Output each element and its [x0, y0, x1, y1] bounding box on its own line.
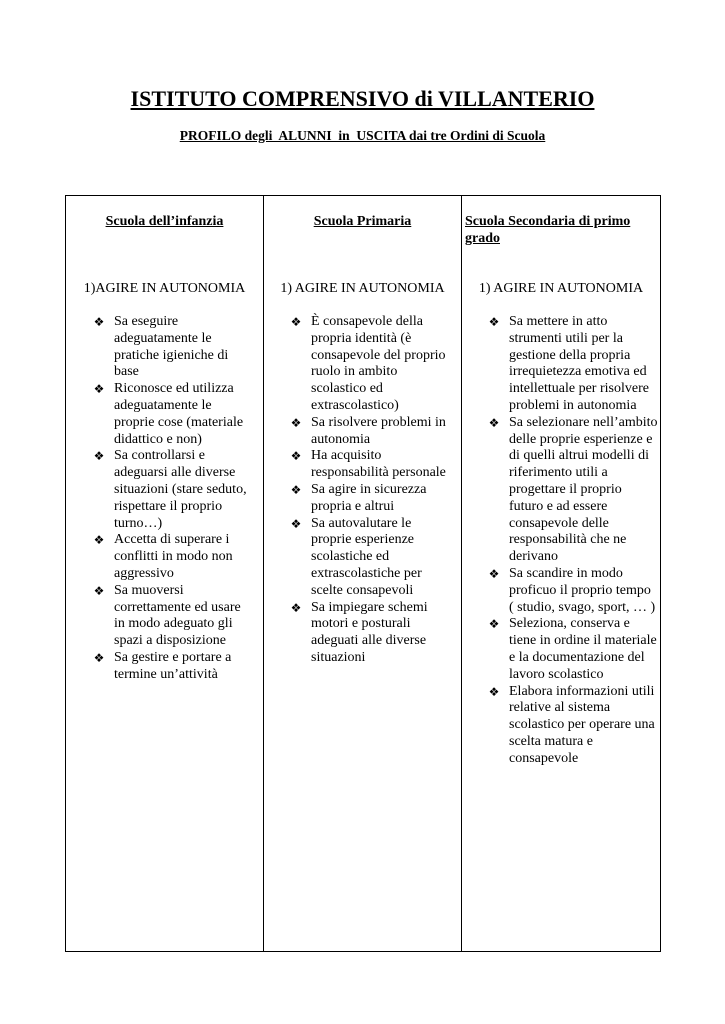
- list-item-text: Seleziona, conserva e tiene in ordine il materiale e la documentazione del lavoro scolastico: [509, 616, 657, 682]
- diamond-bullet-icon: ❖: [93, 449, 105, 464]
- list-item: [91, 448, 251, 532]
- diamond-bullet-icon: ❖: [290, 516, 302, 531]
- list-item: [288, 516, 455, 600]
- section-heading: 1) AGIRE IN AUTONOMIA: [478, 281, 644, 296]
- column-infanzia: [66, 196, 264, 952]
- diamond-bullet-icon: ❖: [290, 415, 302, 430]
- table-row: [66, 196, 661, 952]
- diamond-bullet-icon: ❖: [290, 482, 302, 497]
- document-subtitle: PROFILO degli ALUNNI in USCITA dai tre Ordini di Scuola: [179, 128, 546, 143]
- list-item: [486, 566, 658, 616]
- diamond-bullet-icon: ❖: [93, 583, 105, 598]
- list-item-text: Sa eseguire adeguatamente le pratiche igieniche di base: [114, 314, 229, 380]
- list-item: [91, 532, 251, 582]
- diamond-bullet-icon: ❖: [93, 650, 105, 665]
- column-primaria: [264, 196, 462, 952]
- diamond-bullet-icon: ❖: [93, 533, 105, 548]
- document-title: ISTITUTO COMPRENSIVO di VILLANTERIO: [130, 86, 595, 111]
- bullet-list: [486, 314, 658, 768]
- diamond-bullet-icon: ❖: [488, 415, 500, 430]
- bullet-list: [288, 314, 455, 667]
- list-item: [486, 415, 658, 566]
- list-item-text: Riconosce ed utilizza adeguatamente le proprie cose (materiale didattico e non): [114, 381, 244, 447]
- diamond-bullet-icon: ❖: [93, 382, 105, 397]
- list-item: [91, 314, 251, 381]
- diamond-bullet-icon: ❖: [290, 315, 302, 329]
- list-item: [486, 314, 658, 415]
- list-item: [288, 600, 455, 667]
- profile-table: [65, 195, 661, 952]
- diamond-bullet-icon: ❖: [93, 315, 105, 329]
- diamond-bullet-icon: ❖: [290, 600, 302, 615]
- diamond-bullet-icon: ❖: [488, 315, 500, 329]
- column-heading: Scuola dell’infanzia: [105, 214, 224, 229]
- list-item: [288, 415, 455, 449]
- list-item-text: Sa agire in sicurezza propria e altrui: [311, 481, 427, 514]
- list-item-text: Sa selezionare nell’ambito delle proprie esperienze e di quelli altrui modelli di riferimento utili a progettare il proprio futuro e ad essere consapevole delle responsabilità che ne derivano: [509, 414, 658, 565]
- list-item: [91, 650, 251, 684]
- list-item-text: Ha acquisito responsabilità personale: [311, 448, 446, 481]
- column-heading: Scuola Secondaria di primo grado: [465, 214, 631, 246]
- list-item-text: Sa autovalutare le proprie esperienze scolastiche ed extrascolastiche per scelte consapevoli: [311, 515, 422, 598]
- diamond-bullet-icon: ❖: [488, 617, 500, 632]
- list-item-text: Sa risolvere problemi in autonomia: [311, 414, 446, 447]
- list-item: [486, 684, 658, 768]
- section-heading: 1)AGIRE IN AUTONOMIA: [83, 281, 246, 296]
- diamond-bullet-icon: ❖: [488, 566, 500, 581]
- bullet-list: [91, 314, 251, 684]
- list-item-text: Sa scandire in modo proficuo il proprio tempo ( studio, svago, sport, … ): [509, 565, 656, 615]
- column-heading: Scuola Primaria: [313, 214, 412, 229]
- list-item-text: Sa mettere in atto strumenti utili per la gestione della propria irrequietezza emotiva ed intellettuale per risolvere problemi in autonomia: [509, 314, 649, 413]
- list-item: [91, 381, 251, 448]
- list-item: [288, 482, 455, 516]
- list-item-text: Elabora informazioni utili relative al sistema scolastico per operare una scelta matura e consapevole: [509, 683, 655, 766]
- list-item: [486, 616, 658, 683]
- list-item-text: Sa gestire e portare a termine un’attività: [114, 649, 232, 682]
- list-item-text: Accetta di superare i conflitti in modo non aggressivo: [114, 532, 233, 581]
- diamond-bullet-icon: ❖: [290, 449, 302, 464]
- list-item-text: Sa muoversi correttamente ed usare in modo adeguato gli spazi a disposizione: [114, 582, 241, 649]
- list-item-text: Sa impiegare schemi motori e posturali adeguati alle diverse situazioni: [311, 599, 428, 665]
- list-item-text: Sa controllarsi e adeguarsi alle diverse situazioni (stare seduto, rispettare il proprio turno…): [114, 448, 247, 531]
- list-item: [288, 314, 455, 415]
- list-item: [91, 583, 251, 650]
- list-item: [288, 448, 455, 482]
- diamond-bullet-icon: ❖: [488, 684, 500, 699]
- column-secondaria: [462, 196, 661, 952]
- list-item-text: È consapevole della propria identità (è consapevole del proprio ruolo in ambito scolastico ed extrascolastico): [311, 314, 446, 413]
- section-heading: 1) AGIRE IN AUTONOMIA: [280, 281, 445, 296]
